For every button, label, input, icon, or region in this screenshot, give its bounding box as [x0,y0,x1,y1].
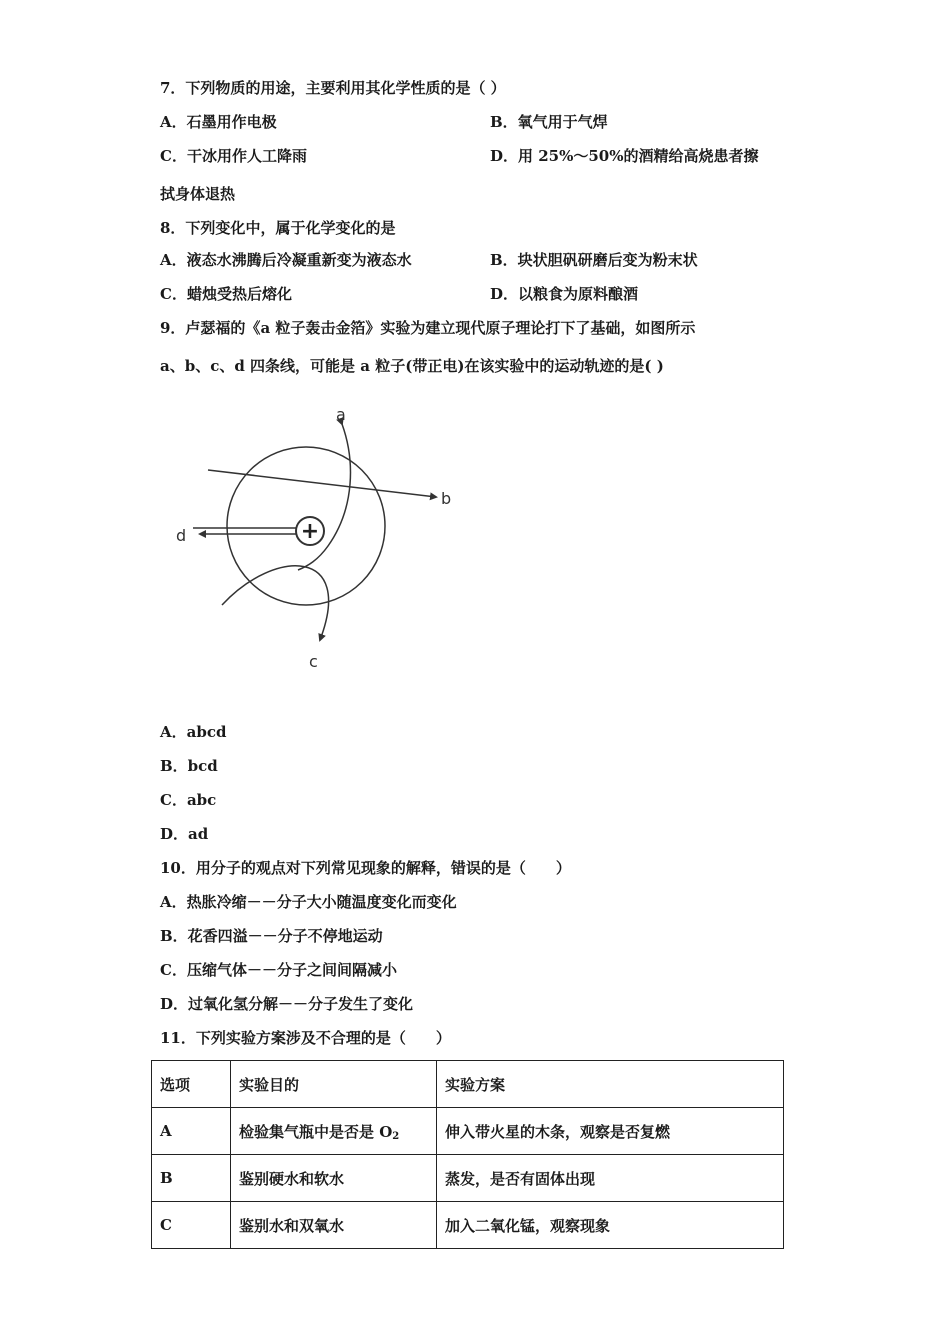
label-b: b [441,489,452,508]
q8-option-a: A．液态水沸腾后冷凝重新变为液态水 [160,251,412,269]
row-option: C [152,1202,231,1249]
q8-option-b: B．块状胆矾研磨后变为粉末状 [490,251,698,269]
q10-stem: 10．用分子的观点对下列常见现象的解释，错误的是（ ） [160,859,571,877]
q9-stem-line2: a、b、c、d 四条线，可能是 a 粒子(带正电)在该实验中的运动轨迹的是( ) [160,357,664,375]
q10-option-c: C．压缩气体－－分子之间间隔减小 [160,961,397,979]
label-a: a [336,405,346,424]
trajectory-a [298,424,350,570]
q9-option-c: C．abc [160,791,217,809]
q7-option-d: D．用 25%～50%的酒精给高烧患者擦 [490,147,759,165]
row-purpose: 鉴别水和双氧水 [231,1202,437,1249]
q10-option-b: B．花香四溢－－分子不停地运动 [160,927,383,945]
row-option: A [152,1108,231,1155]
trajectory-c [222,566,329,640]
q10-option-a: A．热胀冷缩－－分子大小随温度变化而变化 [160,893,457,911]
row-option: B [152,1155,231,1202]
experiment-table [151,1060,784,1249]
table-header-row [152,1061,784,1108]
row-plan: 蒸发，是否有固体出现 [437,1155,784,1202]
row-purpose-text: 检验集气瓶中是否是 O [239,1122,393,1141]
q9-option-d: D．ad [160,825,209,843]
header-purpose: 实验目的 [231,1061,437,1108]
rutherford-diagram [160,400,480,690]
table-row [152,1155,784,1202]
q9-option-b: B．bcd [160,757,218,775]
q8-stem: 8．下列变化中，属于化学变化的是 [160,219,396,237]
q11-stem: 11．下列实验方案涉及不合理的是（ ） [160,1029,451,1047]
q8-option-d: D．以粮食为原料酿酒 [490,285,639,303]
row-purpose-subscript: 2 [392,1130,400,1142]
header-option: 选项 [152,1061,231,1108]
table-row [152,1108,784,1155]
q7-option-d-continued: 拭身体退热 [160,185,236,203]
table-row [152,1202,784,1249]
q9-stem-line1: 9．卢瑟福的《a 粒子轰击金箔》实验为建立现代原子理论打下了基础，如图所示 [160,319,696,337]
q7-option-c: C．干冰用作人工降雨 [160,147,307,165]
q10-option-d: D．过氧化氢分解－－分子发生了变化 [160,995,414,1013]
row-plan: 加入二氧化锰，观察现象 [437,1202,784,1249]
label-d: d [176,526,187,545]
header-plan: 实验方案 [437,1061,784,1108]
q7-stem: 7．下列物质的用途，主要利用其化学性质的是（ ） [160,79,506,97]
row-purpose: 鉴别硬水和软水 [231,1155,437,1202]
q9-option-a: A．abcd [160,723,227,741]
label-c: c [309,652,318,671]
row-plan: 伸入带火星的木条，观察是否复燃 [437,1108,784,1155]
q7-option-b: B．氧气用于气焊 [490,113,608,131]
row-purpose [231,1108,437,1155]
nucleus-plus-label: + [300,519,320,544]
trajectory-b [208,470,436,497]
q8-option-c: C．蜡烛受热后熔化 [160,285,292,303]
q7-option-a: A．石墨用作电极 [160,113,277,131]
